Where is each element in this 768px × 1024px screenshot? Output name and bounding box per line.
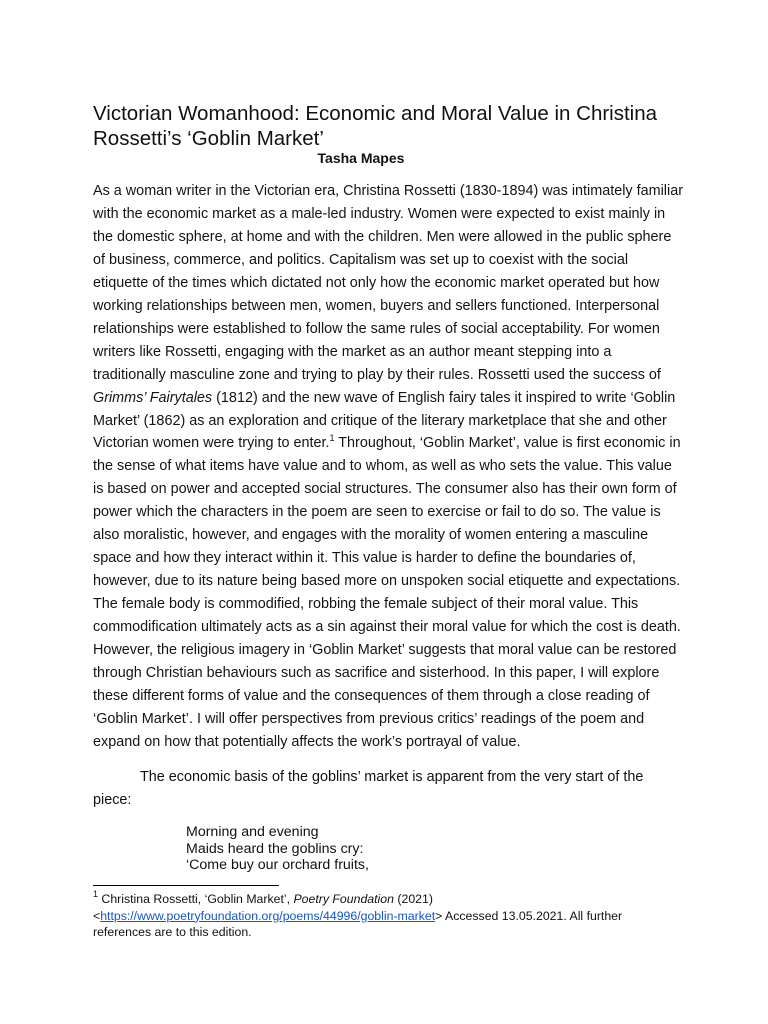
author-name: Tasha Mapes — [317, 150, 405, 166]
text-segment: Victorian women were trying to enter. — [93, 435, 330, 452]
text-line: of business, commerce, and politics. Capitalism was set up to coexist with the social — [93, 251, 629, 268]
text-line: piece: — [93, 792, 132, 808]
book-title-italic: Grimms’ Fairytales — [93, 389, 213, 406]
text-line: writers like Rossetti, engaging with the market as an author meant stepping into a — [93, 343, 612, 360]
text-segment: < — [93, 908, 101, 923]
text-line: commodification ultimately acts as a sin against their moral value for which the cost is death. — [93, 619, 681, 636]
text-line: also moralistic, however, and engages with the morality of women entering a masculine — [93, 527, 649, 544]
text-segment: Christina Rossetti, ‘Goblin Market’, — [98, 892, 294, 906]
footnote — [93, 891, 683, 941]
text-line — [93, 387, 685, 410]
text-segment: (2021) — [393, 892, 433, 906]
text-segment: (1812) and the new wave of English fairy tales it inspired to write ‘Goblin — [212, 389, 676, 406]
paragraph-economic-basis — [93, 766, 685, 812]
poem-quotation — [186, 824, 369, 874]
text-line: The female body is commodified, robbing the female subject of their moral value. This — [93, 596, 639, 613]
paragraph-intro — [93, 180, 685, 754]
title-line: Victorian Womanhood: Economic and Moral Value in Christina — [93, 102, 658, 125]
text-line: The economic basis of the goblins’ market is apparent from the very start of the — [140, 769, 644, 785]
text-line: the domestic sphere, at home and with the children. Men were allowed in the public sphere — [93, 228, 672, 245]
text-line: As a woman writer in the Victorian era, Christina Rossetti (1830-1894) was intimately familiar — [93, 183, 683, 199]
footnote-line — [93, 908, 683, 925]
title-line: Rossetti’s ‘Goblin Market’ — [93, 127, 324, 150]
text-line: space and how they interact within it. This value is harder to define the boundaries of, — [93, 550, 636, 567]
text-line: working relationships between men, women, buyers and sellers functioned. Interpersonal — [93, 297, 660, 314]
paper-title — [93, 101, 683, 151]
footnote-url-link[interactable]: https://www.poetryfoundation.org/poems/44996/goblin-market — [100, 908, 436, 923]
text-line: these different forms of value and the consequences of them through a close reading of — [93, 687, 650, 704]
text-line: ‘Goblin Market’. I will offer perspectives from previous critics’ readings of the poem and — [93, 710, 645, 727]
text-segment: Throughout, ‘Goblin Market’, value is first economic in — [334, 435, 681, 452]
footnote-reference[interactable]: 1 — [329, 433, 335, 444]
text-line: traditionally masculine zone and trying to play by their rules. Rossetti used the success of — [93, 366, 661, 383]
footnote-marker: 1 — [93, 889, 99, 899]
poem-line: Maids heard the goblins cry: — [186, 840, 364, 857]
footnote-line — [93, 891, 683, 908]
text-segment: > Accessed 13.05.2021. All further — [435, 908, 623, 923]
text-line: power which the characters in the poem are seen to exercise or fail to do so. The value is — [93, 504, 661, 521]
text-line: is based on power and accepted social structures. The consumer also has their own form of — [93, 481, 677, 498]
text-line: however, due to its nature being based more on unspoken social etiquette and expectations. — [93, 573, 681, 590]
text-line: etiquette of the times which dictated not only how the economic market operated but how — [93, 274, 660, 291]
text-line: However, the religious imagery in ‘Goblin Market’ suggests that moral value can be restored — [93, 642, 677, 659]
text-line: Market’ (1862) as an exploration and critique of the literary marketplace that she and other — [93, 412, 667, 429]
text-line: expand on how that potentially affects the work’s portrayal of value. — [93, 733, 521, 750]
footnote-separator — [93, 885, 279, 886]
text-line: with the economic market as a male-led industry. Women were expected to exist mainly in — [93, 205, 666, 222]
text-line: through Christian behaviours such as sacrifice and sisterhood. In this paper, I will explore — [93, 665, 660, 682]
poem-line: Morning and evening — [186, 824, 319, 840]
footnote-line: references are to this edition. — [93, 925, 252, 939]
text-line — [93, 432, 685, 455]
text-line: the sense of what items have value and to whom, as well as who sets the value. This value — [93, 458, 672, 475]
source-italic: Poetry Foundation — [293, 892, 394, 906]
text-line: relationships were established to follow the same rules of social acceptability. For women — [93, 320, 660, 337]
poem-line: ‘Come buy our orchard fruits, — [186, 857, 369, 873]
